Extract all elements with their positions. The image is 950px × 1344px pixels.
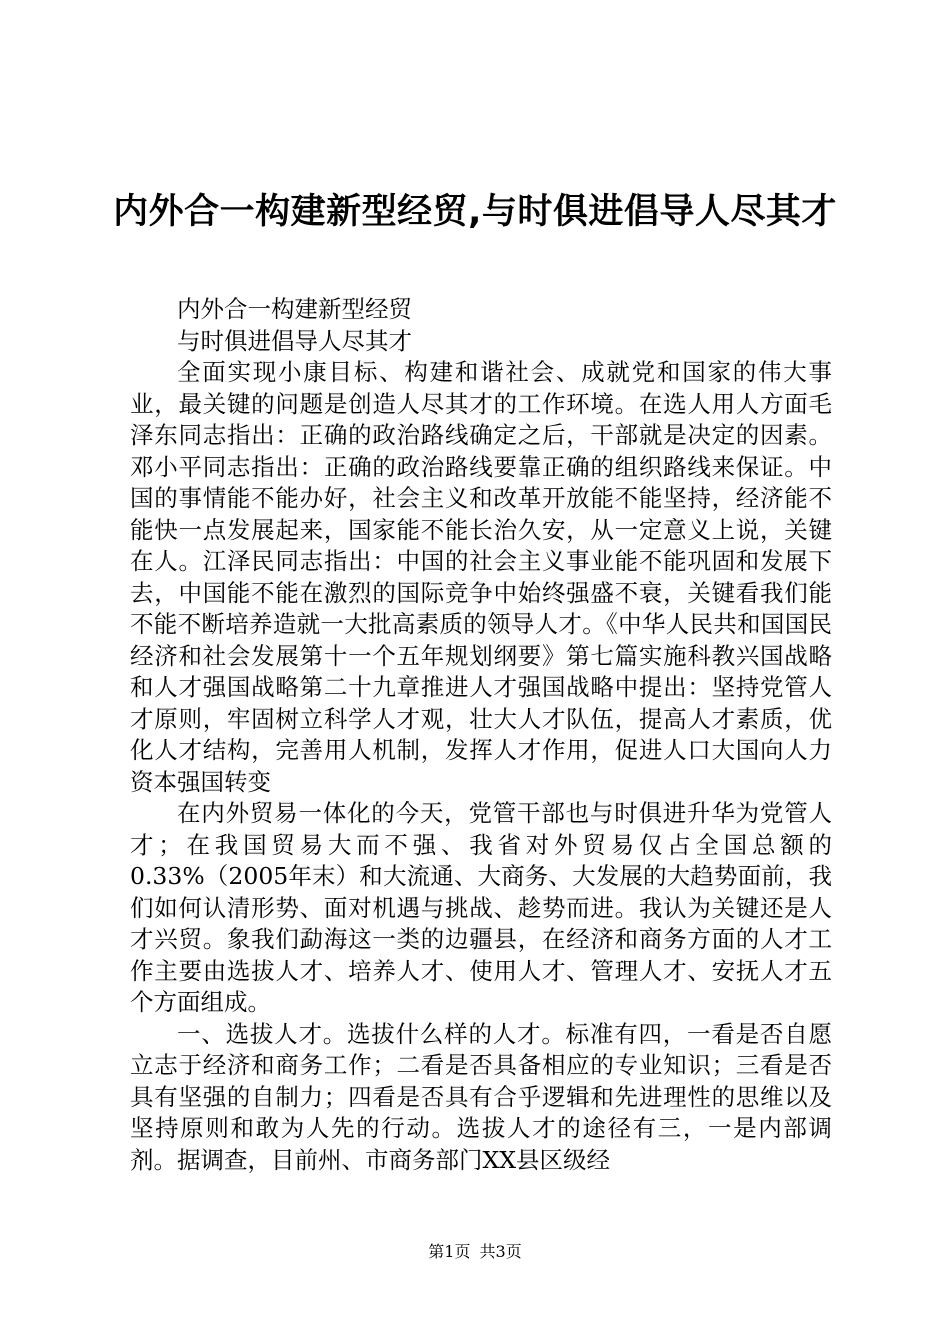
body-paragraph: 一、选拔人才。选拔什么样的人才。标准有四，一看是否自愿立志于经济和商务工作；二看是否具备相应的专业知识；三看是否具有坚强的自制力；四看是否具有合乎逻辑和先进理性的思维以及坚持原则和敢为人先的行动。选拔人才的途径有三，一是内部调剂。据调查，目前州、市商务部门XX县区级经 (130, 1019, 832, 1174)
page-footer (0, 1241, 950, 1263)
document-title: 内外合一构建新型经贸,与时俱进倡导人尽其才 (113, 192, 837, 232)
page-number: 第1页 (428, 1242, 471, 1261)
document-body (130, 294, 832, 1176)
page-total: 共3页 (479, 1242, 522, 1261)
subtitle-line: 内外合一构建新型经贸 (177, 295, 412, 323)
body-paragraph: 在内外贸易一体化的今天，党管干部也与时俱进升华为党管人才；在我国贸易大而不强、我省对外贸易仅占全国总额的0.33%（2005年末）和大流通、大商务、大发展的大趋势面前，我们如何认清形势、面对机遇与挑战、趁势而进。我认为关键还是人才兴贸。象我们勐海这一类的边疆县，在经济和商务方面的人才工作主要由选拔人才、培养人才、使用人才、管理人才、安抚人才五个方面组成。 (130, 799, 832, 1016)
subtitle-line: 与时俱进倡导人尽其才 (177, 326, 412, 355)
body-paragraph: 全面实现小康目标、构建和谐社会、成就党和国家的伟大事业，最关键的问题是创造人尽其才的工作环境。在选人用人方面毛泽东同志指出：正确的政治路线确定之后，干部就是决定的因素。邓小平同志指出：正确的政治路线要靠正确的组织路线来保证。中国的事情能不能办好，社会主义和改革开放能不能坚持，经济能不能快一点发展起来，国家能不能长治久安，从一定意义上说，关键在人。江泽民同志指出：中国的社会主义事业能不能巩固和发展下去，中国能不能在激烈的国际竞争中始终强盛不衰，关键看我们能不能不断培养造就一大批高素质的领导人才。《中华人民共和国国民经济和社会发展第十一个五年规划纲要》第七篇实施科教兴国战略和人才强国战略第二十九章推进人才强国战略中提出：坚持党管人才原则，牢固树立科学人才观，壮大人才队伍，提高人才素质，优化人才结构，完善用人机制，发挥人才作用，促进人口大国向人力资本强国转变 (130, 358, 832, 796)
